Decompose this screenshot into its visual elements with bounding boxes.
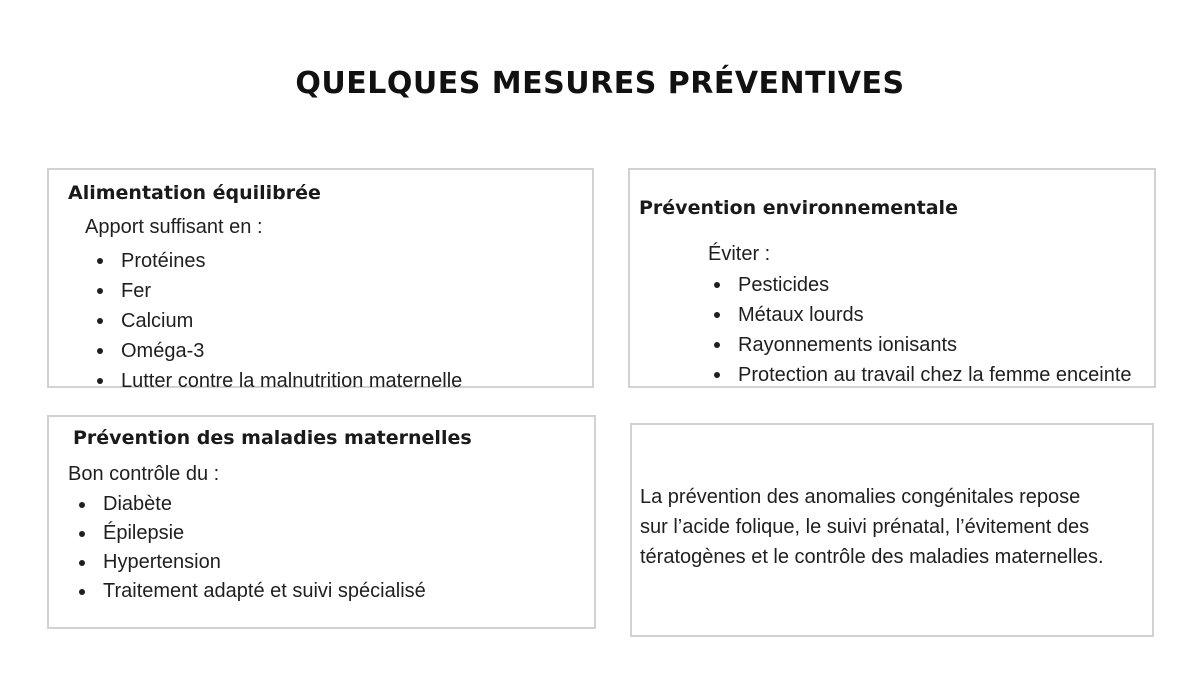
list-item: Épilepsie <box>69 519 426 548</box>
card-environnement <box>628 168 1156 388</box>
list-item: Métaux lourds <box>704 300 1132 330</box>
paragraph-line: tératogènes et le contrôle des maladies maternelles. <box>640 546 1104 568</box>
bullet-list <box>69 490 426 606</box>
list-item: Fer <box>87 276 462 306</box>
list-item: Protéines <box>87 246 462 276</box>
paragraph-line: La prévention des anomalies congénitales repose <box>640 486 1081 508</box>
list-item: Diabète <box>69 490 426 519</box>
card-conclusion <box>630 423 1154 637</box>
bullet-list <box>87 246 462 396</box>
card-intro: Bon contrôle du : <box>68 463 220 485</box>
page-title: QUELQUES MESURES PRÉVENTIVES <box>295 66 905 101</box>
card-intro: Éviter : <box>708 243 771 265</box>
list-item: Calcium <box>87 306 462 336</box>
card-heading: Alimentation équilibrée <box>68 182 321 204</box>
list-item: Oméga-3 <box>87 336 462 366</box>
list-item: Traitement adapté et suivi spécialisé <box>69 577 426 606</box>
card-maladies <box>47 415 596 629</box>
list-item: Hypertension <box>69 548 426 577</box>
list-item: Protection au travail chez la femme enceinte <box>704 360 1132 390</box>
bullet-list <box>704 270 1132 390</box>
list-item: Pesticides <box>704 270 1132 300</box>
card-heading: Prévention des maladies maternelles <box>73 427 472 449</box>
card-heading: Prévention environnementale <box>639 197 958 219</box>
card-alimentation <box>47 168 594 392</box>
conclusion-paragraph <box>640 482 1104 572</box>
list-item: Lutter contre la malnutrition maternelle <box>87 366 462 396</box>
card-intro: Apport suffisant en : <box>85 216 263 238</box>
list-item: Rayonnements ionisants <box>704 330 1132 360</box>
paragraph-line: sur l’acide folique, le suivi prénatal, l’évitement des <box>640 516 1090 538</box>
